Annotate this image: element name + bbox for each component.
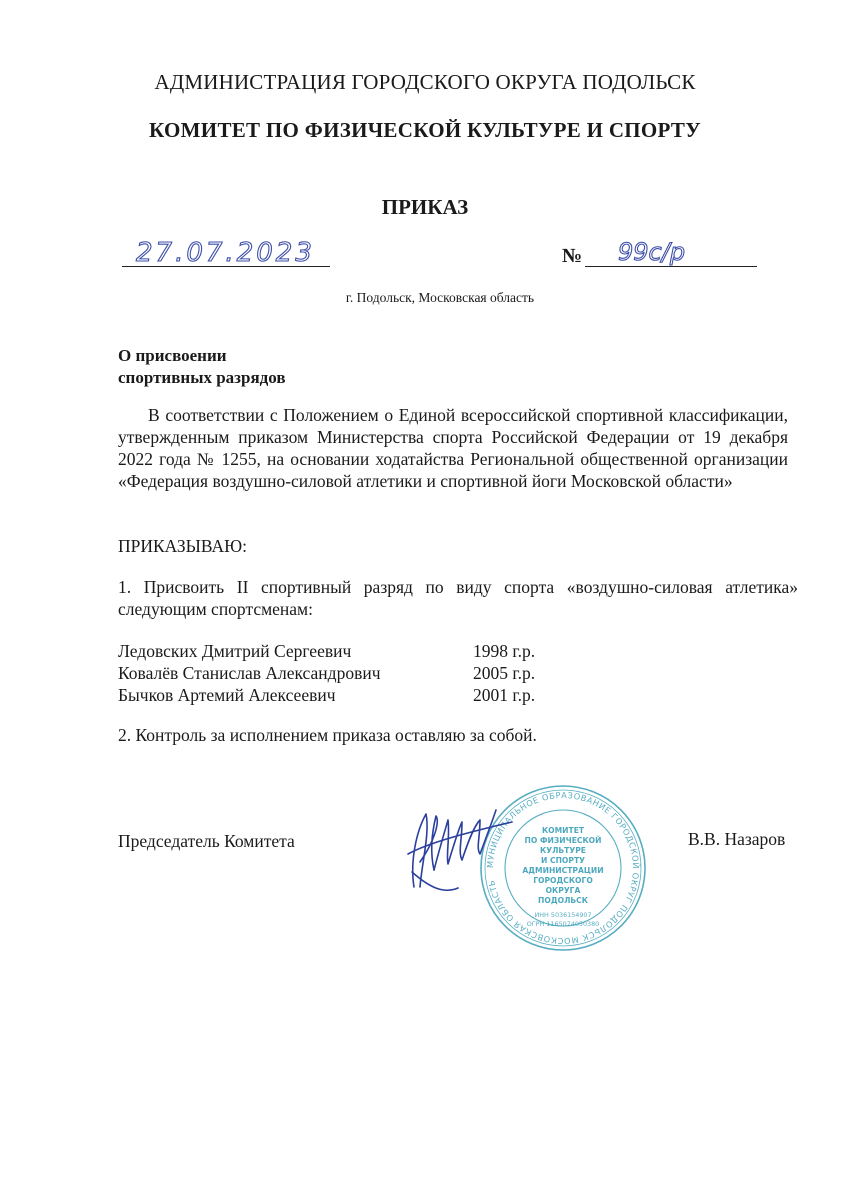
subject-line-1: О присвоении — [118, 346, 227, 365]
stamp-inn: ИНН 5036154907 — [534, 911, 592, 919]
athlete-name: Ледовских Дмитрий Сергеевич — [118, 641, 352, 661]
handwritten-date-text: 27.07.2023 — [136, 238, 315, 268]
document-type-title: ПРИКАЗ — [381, 195, 469, 219]
athlete-year: 2005 г.р. — [473, 663, 536, 683]
order-subject — [118, 345, 286, 389]
athlete-row — [118, 640, 535, 662]
handwritten-signature — [400, 792, 520, 902]
stamp-ring-text: МУНИЦИПАЛЬНОЕ ОБРАЗОВАНИЕ ГОРОДСКОЙ ОКРУГ ПОДОЛЬСК МОСКОВСКАЯ ОБЛАСТЬ — [484, 789, 642, 947]
committee-heading: КОМИТЕТ ПО ФИЗИЧЕСКОЙ КУЛЬТУРЕ И СПОРТУ — [149, 118, 701, 142]
athlete-year: 1998 г.р. — [473, 641, 536, 661]
athlete-name: Ковалёв Станислав Александрович — [118, 663, 381, 683]
administration-heading: АДМИНИСТРАЦИЯ ГОРОДСКОГО ОКРУГА ПОДОЛЬСК — [154, 70, 696, 94]
stamp-line: И СПОРТУ — [541, 856, 585, 865]
athlete-year: 2001 г.р. — [473, 685, 536, 705]
number-sign: № — [562, 245, 583, 267]
stamp-line: ОКРУГА — [545, 886, 581, 895]
signatory-name: В.В. Назаров — [688, 829, 786, 849]
order-word: ПРИКАЗЫВАЮ: — [118, 536, 247, 556]
date-underline — [122, 266, 330, 267]
handwritten-number — [612, 232, 732, 268]
stamp-line: ГОРОДСКОГО — [533, 876, 593, 885]
handwritten-number-text: 99с/р — [618, 238, 686, 266]
stamp-line: АДМИНИСТРАЦИИ — [522, 866, 604, 875]
athletes-list — [118, 640, 535, 706]
athlete-row — [118, 662, 535, 684]
stamp-line: КУЛЬТУРЕ — [540, 846, 586, 855]
number-underline — [585, 266, 757, 267]
handwritten-date — [128, 233, 328, 269]
order-item-2: 2. Контроль за исполнением приказа оставляю за собой. — [118, 725, 537, 745]
athlete-name: Бычков Артемий Алексеевич — [118, 685, 336, 705]
signatory-title: Председатель Комитета — [118, 831, 295, 851]
stamp-ogrn: ОГРН 1165074050380 — [526, 920, 600, 928]
stamp-line: КОМИТЕТ — [541, 826, 585, 835]
order-item-1: 1. Присвоить II спортивный разряд по виду спорта «воздушно-силовая атлетика» следующим спортсменам: — [118, 577, 798, 619]
stamp-line: ПОДОЛЬСК — [538, 896, 588, 905]
stamp-line: ПО ФИЗИЧЕСКОЙ — [524, 836, 602, 845]
subject-line-2: спортивных разрядов — [118, 368, 286, 387]
place-of-issue: г. Подольск, Московская область — [345, 290, 535, 305]
athlete-row — [118, 684, 535, 706]
preamble-paragraph: В соответствии с Положением о Единой всероссийской спортивной классификации, утвержденным приказом Министерства спорта Российской Федерации от 19 декабря 2022 года № 1255, на основании ходатайства Региональной общественной организации «Федерация воздушно-силовой атлетики и спортивной йоги Московской области» — [118, 405, 788, 491]
